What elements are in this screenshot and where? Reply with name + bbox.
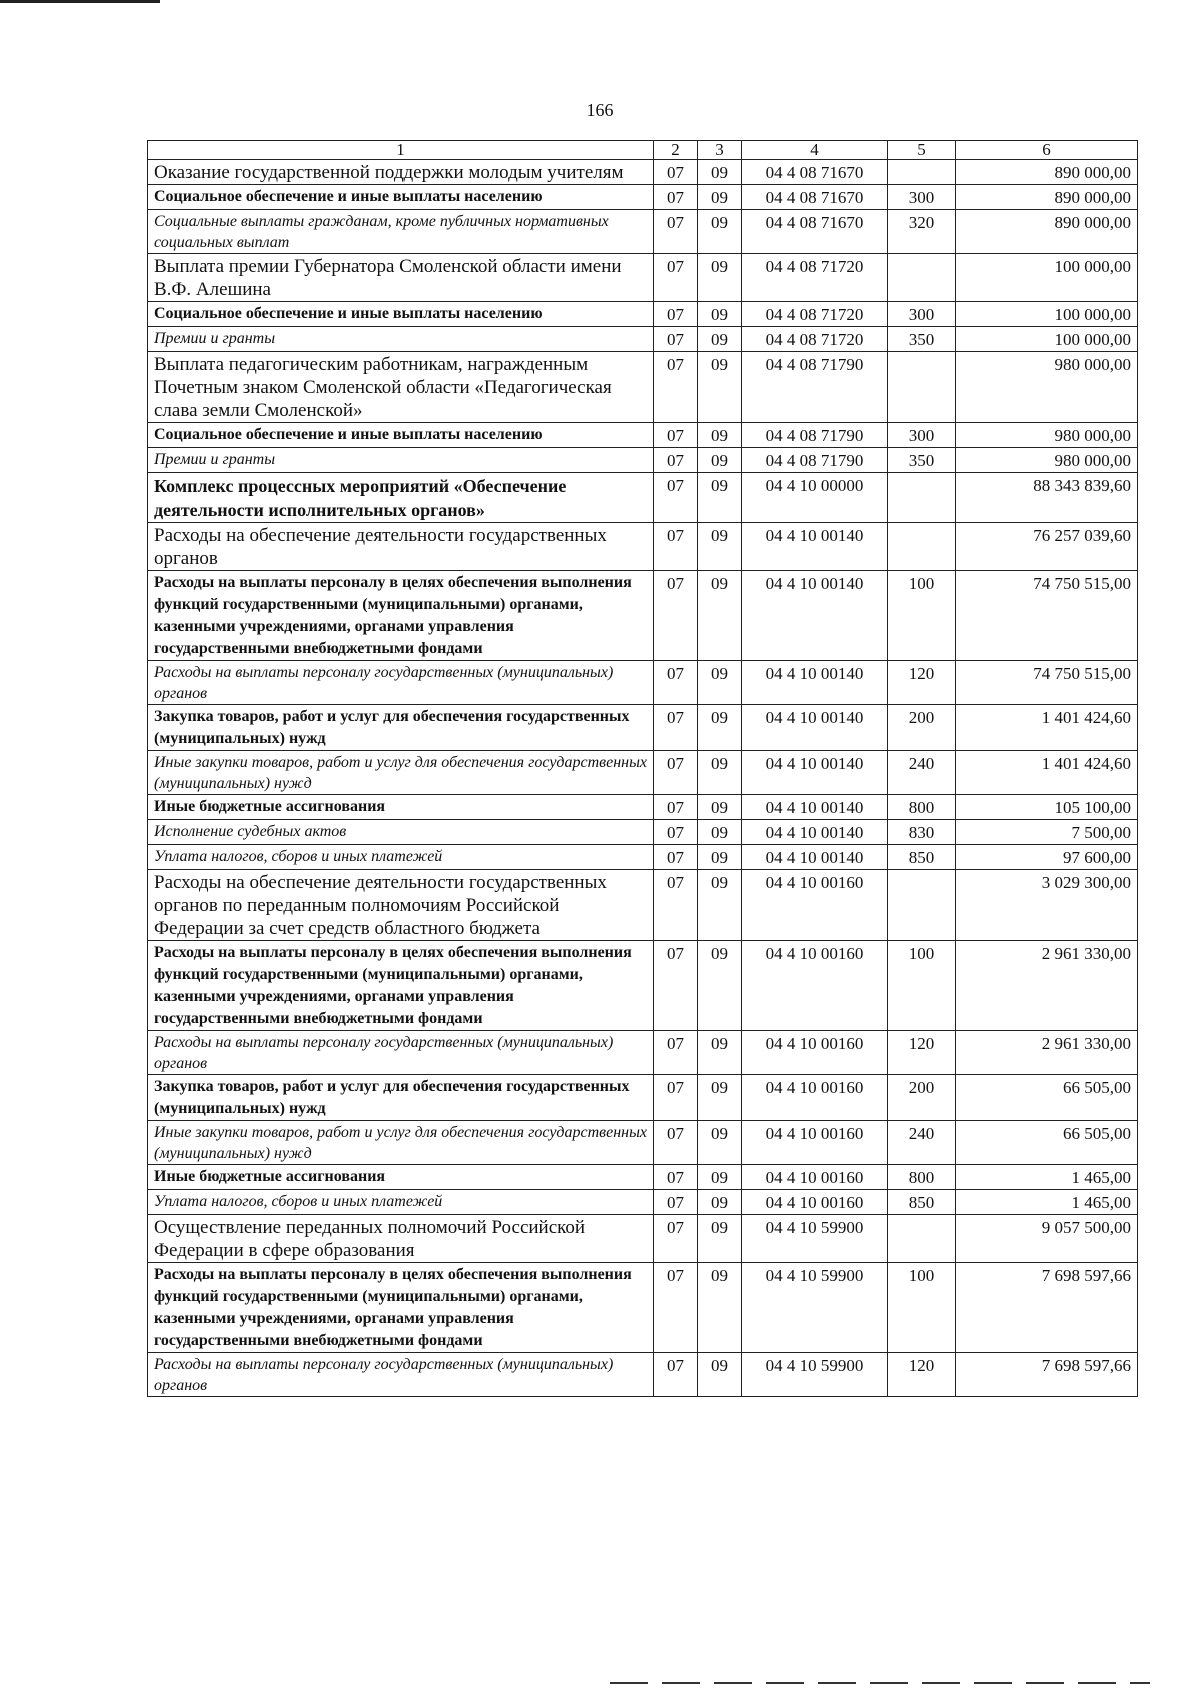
row-expense-type: 350 — [888, 327, 956, 352]
row-section: 07 — [654, 1031, 698, 1075]
row-expense-type — [888, 523, 956, 571]
table-row — [148, 302, 1138, 327]
row-subsection: 09 — [698, 1190, 742, 1215]
row-section: 07 — [654, 795, 698, 820]
row-amount: 1 401 424,60 — [956, 751, 1138, 795]
table-row — [148, 1215, 1138, 1263]
table-row — [148, 423, 1138, 448]
top-rule — [0, 0, 160, 3]
row-name: Комплекс процессных мероприятий «Обеспечение деятельности исполнительных органов» — [148, 473, 654, 523]
row-subsection: 09 — [698, 820, 742, 845]
table-row — [148, 448, 1138, 473]
row-amount: 7 698 597,66 — [956, 1353, 1138, 1397]
row-name: Расходы на обеспечение деятельности государственных органов — [148, 523, 654, 571]
row-expense-type: 200 — [888, 1075, 956, 1121]
row-subsection: 09 — [698, 254, 742, 302]
row-section: 07 — [654, 352, 698, 423]
row-amount: 890 000,00 — [956, 210, 1138, 254]
row-subsection: 09 — [698, 327, 742, 352]
header-row — [148, 141, 1138, 160]
row-amount: 1 465,00 — [956, 1190, 1138, 1215]
row-subsection: 09 — [698, 423, 742, 448]
table-row — [148, 185, 1138, 210]
row-name: Иные бюджетные ассигнования — [148, 795, 654, 820]
row-expense-type — [888, 870, 956, 941]
row-section: 07 — [654, 571, 698, 661]
row-section: 07 — [654, 941, 698, 1031]
row-name: Расходы на выплаты персоналу в целях обеспечения выполнения функций государственными (муниципальными) органами, казенными учреждениями, органами управления государственными внебюджетными фондами — [148, 571, 654, 661]
row-section: 07 — [654, 705, 698, 751]
row-subsection: 09 — [698, 1353, 742, 1397]
row-subsection: 09 — [698, 1121, 742, 1165]
row-subsection: 09 — [698, 661, 742, 705]
row-amount: 100 000,00 — [956, 254, 1138, 302]
row-amount: 980 000,00 — [956, 352, 1138, 423]
header-col-2: 2 — [654, 141, 698, 160]
table-row — [148, 820, 1138, 845]
row-amount: 66 505,00 — [956, 1121, 1138, 1165]
table-row — [148, 160, 1138, 185]
budget-table — [147, 140, 1138, 1397]
row-amount: 890 000,00 — [956, 185, 1138, 210]
header-col-4: 4 — [742, 141, 888, 160]
row-section: 07 — [654, 1190, 698, 1215]
row-subsection: 09 — [698, 705, 742, 751]
row-amount: 7 500,00 — [956, 820, 1138, 845]
row-subsection: 09 — [698, 751, 742, 795]
row-subsection: 09 — [698, 571, 742, 661]
row-amount: 1 465,00 — [956, 1165, 1138, 1190]
row-section: 07 — [654, 1075, 698, 1121]
row-target-code: 04 4 08 71720 — [742, 327, 888, 352]
row-target-code: 04 4 10 59900 — [742, 1215, 888, 1263]
row-section: 07 — [654, 1121, 698, 1165]
table-body — [148, 160, 1138, 1397]
header-col-1: 1 — [148, 141, 654, 160]
row-amount: 890 000,00 — [956, 160, 1138, 185]
row-target-code: 04 4 10 00160 — [742, 870, 888, 941]
footer-dashes — [610, 1682, 1150, 1684]
row-expense-type: 300 — [888, 185, 956, 210]
row-subsection: 09 — [698, 941, 742, 1031]
row-target-code: 04 4 08 71670 — [742, 185, 888, 210]
row-target-code: 04 4 10 00140 — [742, 661, 888, 705]
row-expense-type: 850 — [888, 845, 956, 870]
row-expense-type: 320 — [888, 210, 956, 254]
header-col-6: 6 — [956, 141, 1138, 160]
row-amount: 100 000,00 — [956, 327, 1138, 352]
table-row — [148, 845, 1138, 870]
row-section: 07 — [654, 448, 698, 473]
row-name: Социальное обеспечение и иные выплаты населению — [148, 185, 654, 210]
row-subsection: 09 — [698, 1263, 742, 1353]
row-section: 07 — [654, 327, 698, 352]
row-name: Расходы на выплаты персоналу государственных (муниципальных) органов — [148, 1031, 654, 1075]
row-name: Оказание государственной поддержки молодым учителям — [148, 160, 654, 185]
row-section: 07 — [654, 254, 698, 302]
row-amount: 97 600,00 — [956, 845, 1138, 870]
row-target-code: 04 4 10 00140 — [742, 705, 888, 751]
row-amount: 105 100,00 — [956, 795, 1138, 820]
table-row — [148, 1190, 1138, 1215]
table-row — [148, 1263, 1138, 1353]
row-expense-type: 100 — [888, 571, 956, 661]
row-target-code: 04 4 10 00140 — [742, 571, 888, 661]
row-name: Расходы на выплаты персоналу в целях обеспечения выполнения функций государственными (муниципальными) органами, казенными учреждениями, органами управления государственными внебюджетными фондами — [148, 941, 654, 1031]
row-subsection: 09 — [698, 473, 742, 523]
row-expense-type: 120 — [888, 1353, 956, 1397]
row-subsection: 09 — [698, 448, 742, 473]
row-name: Выплата премии Губернатора Смоленской области имени В.Ф. Алешина — [148, 254, 654, 302]
row-target-code: 04 4 10 00160 — [742, 1121, 888, 1165]
row-name: Социальное обеспечение и иные выплаты населению — [148, 423, 654, 448]
row-subsection: 09 — [698, 302, 742, 327]
row-expense-type: 800 — [888, 1165, 956, 1190]
table-row — [148, 1121, 1138, 1165]
row-expense-type: 300 — [888, 302, 956, 327]
table-row — [148, 352, 1138, 423]
row-expense-type — [888, 254, 956, 302]
row-subsection: 09 — [698, 1165, 742, 1190]
row-name: Иные закупки товаров, работ и услуг для обеспечения государственных (муниципальных) нужд — [148, 1121, 654, 1165]
row-target-code: 04 4 10 00160 — [742, 1075, 888, 1121]
row-subsection: 09 — [698, 185, 742, 210]
table-row — [148, 751, 1138, 795]
row-target-code: 04 4 10 59900 — [742, 1263, 888, 1353]
header-col-3: 3 — [698, 141, 742, 160]
table-row — [148, 1031, 1138, 1075]
row-amount: 9 057 500,00 — [956, 1215, 1138, 1263]
row-name: Иные закупки товаров, работ и услуг для обеспечения государственных (муниципальных) нужд — [148, 751, 654, 795]
row-section: 07 — [654, 845, 698, 870]
row-target-code: 04 4 10 00140 — [742, 820, 888, 845]
row-name: Уплата налогов, сборов и иных платежей — [148, 845, 654, 870]
row-name: Уплата налогов, сборов и иных платежей — [148, 1190, 654, 1215]
row-section: 07 — [654, 661, 698, 705]
table-row — [148, 254, 1138, 302]
table-row — [148, 795, 1138, 820]
row-expense-type — [888, 1215, 956, 1263]
row-amount: 66 505,00 — [956, 1075, 1138, 1121]
row-name: Расходы на обеспечение деятельности государственных органов по переданным полномочиям Российской Федерации за счет средств областного бюджета — [148, 870, 654, 941]
row-target-code: 04 4 08 71720 — [742, 254, 888, 302]
table-row — [148, 1353, 1138, 1397]
row-section: 07 — [654, 751, 698, 795]
row-target-code: 04 4 08 71720 — [742, 302, 888, 327]
row-expense-type — [888, 352, 956, 423]
row-expense-type: 240 — [888, 1121, 956, 1165]
row-expense-type: 240 — [888, 751, 956, 795]
row-section: 07 — [654, 820, 698, 845]
table-row — [148, 327, 1138, 352]
row-name: Закупка товаров, работ и услуг для обеспечения государственных (муниципальных) нужд — [148, 705, 654, 751]
row-subsection: 09 — [698, 1031, 742, 1075]
row-amount: 3 029 300,00 — [956, 870, 1138, 941]
row-target-code: 04 4 08 71670 — [742, 160, 888, 185]
row-subsection: 09 — [698, 845, 742, 870]
table-row — [148, 571, 1138, 661]
row-amount: 1 401 424,60 — [956, 705, 1138, 751]
row-section: 07 — [654, 1353, 698, 1397]
table-row — [148, 210, 1138, 254]
row-expense-type: 200 — [888, 705, 956, 751]
row-target-code: 04 4 10 00140 — [742, 795, 888, 820]
row-amount: 74 750 515,00 — [956, 661, 1138, 705]
row-name: Расходы на выплаты персоналу государственных (муниципальных) органов — [148, 661, 654, 705]
table-row — [148, 705, 1138, 751]
table-row — [148, 1165, 1138, 1190]
row-target-code: 04 4 10 00160 — [742, 1165, 888, 1190]
row-expense-type — [888, 160, 956, 185]
row-subsection: 09 — [698, 352, 742, 423]
row-section: 07 — [654, 1165, 698, 1190]
row-amount: 2 961 330,00 — [956, 941, 1138, 1031]
row-section: 07 — [654, 473, 698, 523]
row-amount: 74 750 515,00 — [956, 571, 1138, 661]
row-subsection: 09 — [698, 210, 742, 254]
header-col-5: 5 — [888, 141, 956, 160]
page-number: 166 — [586, 100, 614, 120]
row-section: 07 — [654, 185, 698, 210]
row-amount: 7 698 597,66 — [956, 1263, 1138, 1353]
row-section: 07 — [654, 870, 698, 941]
row-target-code: 04 4 10 00160 — [742, 1031, 888, 1075]
row-section: 07 — [654, 523, 698, 571]
row-target-code: 04 4 10 00140 — [742, 845, 888, 870]
row-section: 07 — [654, 1263, 698, 1353]
row-amount: 980 000,00 — [956, 448, 1138, 473]
row-name: Расходы на выплаты персоналу в целях обеспечения выполнения функций государственными (муниципальными) органами, казенными учреждениями, органами управления государственными внебюджетными фондами — [148, 1263, 654, 1353]
row-section: 07 — [654, 302, 698, 327]
row-target-code: 04 4 10 00140 — [742, 523, 888, 571]
row-amount: 2 961 330,00 — [956, 1031, 1138, 1075]
row-expense-type: 120 — [888, 1031, 956, 1075]
row-name: Социальное обеспечение и иные выплаты населению — [148, 302, 654, 327]
table-row — [148, 523, 1138, 571]
row-subsection: 09 — [698, 1075, 742, 1121]
row-expense-type: 350 — [888, 448, 956, 473]
row-target-code: 04 4 08 71790 — [742, 423, 888, 448]
row-expense-type: 100 — [888, 941, 956, 1031]
row-target-code: 04 4 10 59900 — [742, 1353, 888, 1397]
table-row — [148, 870, 1138, 941]
row-amount: 76 257 039,60 — [956, 523, 1138, 571]
row-subsection: 09 — [698, 160, 742, 185]
row-name: Премии и гранты — [148, 327, 654, 352]
row-name: Расходы на выплаты персоналу государственных (муниципальных) органов — [148, 1353, 654, 1397]
row-target-code: 04 4 10 00140 — [742, 751, 888, 795]
row-target-code: 04 4 10 00160 — [742, 941, 888, 1031]
row-expense-type: 800 — [888, 795, 956, 820]
row-subsection: 09 — [698, 523, 742, 571]
row-expense-type: 830 — [888, 820, 956, 845]
row-name: Премии и гранты — [148, 448, 654, 473]
row-target-code: 04 4 10 00160 — [742, 1190, 888, 1215]
row-expense-type: 120 — [888, 661, 956, 705]
table-row — [148, 661, 1138, 705]
row-name: Исполнение судебных актов — [148, 820, 654, 845]
row-target-code: 04 4 08 71790 — [742, 448, 888, 473]
row-amount: 980 000,00 — [956, 423, 1138, 448]
table-header — [148, 141, 1138, 160]
row-target-code: 04 4 08 71670 — [742, 210, 888, 254]
row-expense-type: 850 — [888, 1190, 956, 1215]
row-amount: 100 000,00 — [956, 302, 1138, 327]
table-row — [148, 473, 1138, 523]
row-target-code: 04 4 10 00000 — [742, 473, 888, 523]
row-name: Социальные выплаты гражданам, кроме публичных нормативных социальных выплат — [148, 210, 654, 254]
row-expense-type — [888, 473, 956, 523]
row-section: 07 — [654, 160, 698, 185]
row-name: Иные бюджетные ассигнования — [148, 1165, 654, 1190]
row-name: Выплата педагогическим работникам, награжденным Почетным знаком Смоленской области «Педагогическая слава земли Смоленской» — [148, 352, 654, 423]
row-name: Закупка товаров, работ и услуг для обеспечения государственных (муниципальных) нужд — [148, 1075, 654, 1121]
row-amount: 88 343 839,60 — [956, 473, 1138, 523]
row-expense-type: 100 — [888, 1263, 956, 1353]
row-section: 07 — [654, 1215, 698, 1263]
table-row — [148, 941, 1138, 1031]
row-name: Осуществление переданных полномочий Российской Федерации в сфере образования — [148, 1215, 654, 1263]
row-subsection: 09 — [698, 870, 742, 941]
row-section: 07 — [654, 210, 698, 254]
table-row — [148, 1075, 1138, 1121]
row-subsection: 09 — [698, 795, 742, 820]
row-section: 07 — [654, 423, 698, 448]
row-subsection: 09 — [698, 1215, 742, 1263]
row-target-code: 04 4 08 71790 — [742, 352, 888, 423]
row-expense-type: 300 — [888, 423, 956, 448]
